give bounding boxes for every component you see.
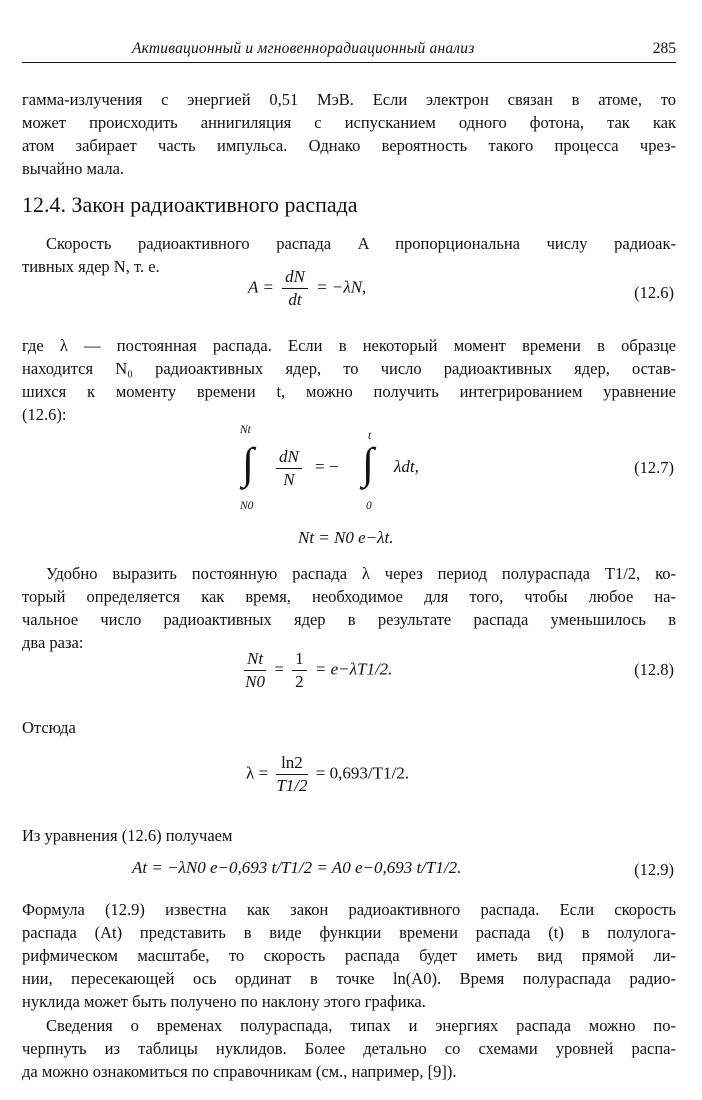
integral-upper-limit: Nt [240,424,251,436]
fraction-denominator: dt [288,290,302,309]
integral-upper-limit: t [368,430,372,442]
equation-12-9: At = −λN0 e−0,693 t/T1/2 = A0 e−0,693 t/T1/2. [132,858,462,877]
text-line: рифмическом масштабе, то скорость распада будет иметь вид прямой ли- [22,946,676,965]
eq-middle: = − [315,457,339,476]
equation-12-8 [240,648,392,693]
eq-rhs: λdt, [394,457,419,476]
fraction [244,648,266,693]
paragraph-references [22,1014,676,1083]
eq-equals: = [274,659,284,679]
fraction-one-half [292,648,307,693]
text-line: нуклида может быть получено по наклону этого графика. [22,992,426,1011]
integral-sign: ∫ [362,439,375,488]
text-line: Удобно выразить постоянную распада λ через период полураспада T1/2, ко- [46,564,676,583]
equation-number: (12.8) [634,660,674,679]
integral-lower-limit: N0 [240,500,254,512]
section-heading: 12.4. Закон радиоактивного распада [22,192,358,217]
text-line: Отсюда [22,718,76,737]
eq-rhs: = −λN, [316,277,367,297]
fraction-denominator: 2 [295,672,304,691]
fraction-numerator: Nt [244,648,266,671]
text-line: чальное число радиоактивных ядер в результате распада уменьшилось в [22,610,676,629]
from-equation-line [22,824,676,847]
fraction-numerator: dN [282,266,308,289]
equation-lambda [246,752,409,797]
fraction-denominator: N [283,470,295,489]
paragraph-decay-law [22,898,676,1013]
text-line: шихся к моменту времени t, можно получить интегрированием уравнение [22,382,676,401]
text-line: Скорость радиоактивного распада A пропорциональна числу радиоак- [46,234,676,253]
fraction-numerator: dN [276,446,302,469]
text-line: (12.6): [22,405,67,424]
text-line: распада (At) представить в виде функции времени распада (t) в полулога- [22,923,676,942]
page-number: 285 [652,40,676,57]
paragraph-integration [22,334,676,426]
equation-number: (12.7) [634,458,674,477]
fraction-numerator: ln2 [276,752,307,775]
fraction-denominator: T1/2 [276,776,308,795]
integrand-fraction [272,446,306,491]
fraction-numerator: 1 [292,648,307,671]
text-line: торый определяется как время, необходимое для того, чтобы любое на- [22,587,676,606]
text-line: да можно ознакомиться по справочникам (см., например, [9]). [22,1062,457,1081]
hence-line [22,716,676,739]
eq-rhs: = e−λT1/2. [314,659,393,679]
running-title: Активационный и мгновеннорадиационный анализ [132,40,475,57]
running-header [22,38,676,63]
text-line: два раза: [22,633,84,652]
fraction [276,446,302,491]
eq-lhs: A = [248,277,274,297]
fraction [282,266,308,311]
fraction-denominator: N0 [245,672,265,691]
paragraph-annihilation [22,88,676,180]
paragraph-half-life [22,562,676,654]
text-line: Из уравнения (12.6) получаем [22,826,233,845]
text-line: нии, пересекающей ось ординат в точке ln(A0). Время полураспада радио- [22,969,676,988]
eq-rhs: = 0,693/T1/2. [315,763,409,783]
text-line: атом забирает часть импульса. Однако вероятность такого процесса чрез- [22,136,676,155]
text-line: Сведения о временах полураспада, типах и энергиях распада можно по- [46,1016,676,1035]
text-line: Формула (12.9) известна как закон радиоактивного распада. Если скорость [22,900,676,919]
eq-lhs: λ = [246,763,269,783]
decay-solution: Nt = N0 e−λt. [298,528,394,547]
text-line: тивных ядер N, т. е. [22,257,160,276]
text-line: черпнуть из таблицы нуклидов. Более детально со схемами уровней распа- [22,1039,676,1058]
text-line: может происходить аннигиляция с испусканием одного фотона, так как [22,113,676,132]
text-line: гамма-излучения с энергией 0,51 МэВ. Если электрон связан в атоме, то [22,90,676,109]
integral-lower-limit: 0 [366,500,372,512]
fraction [276,752,307,797]
equation-12-6 [248,266,366,311]
text-line: находится N₀ радиоактивных ядер, то число радиоактивных ядер, остав- [22,359,676,378]
integral-sign: ∫ [242,439,255,488]
text-line: где λ — постоянная распада. Если в некоторый момент времени в образце [22,336,676,355]
equation-number: (12.9) [634,860,674,879]
text-line: вычайно мала. [22,159,125,178]
equation-number: (12.6) [634,283,674,302]
